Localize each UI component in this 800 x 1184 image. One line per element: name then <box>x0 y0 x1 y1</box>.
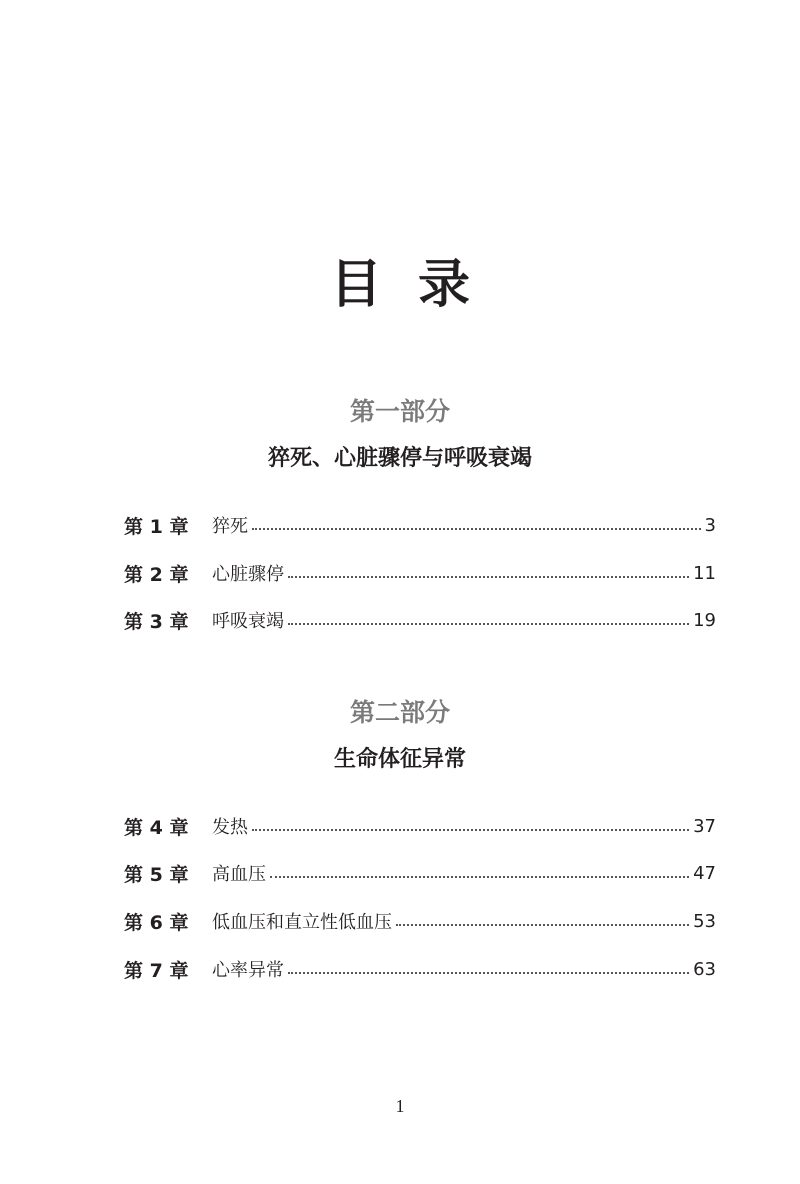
toc-row-chapter-6[interactable] <box>124 906 716 936</box>
toc-row-chapter-2[interactable] <box>124 558 716 588</box>
part-1-label: 第一部分 <box>349 397 450 426</box>
page-number: 19 <box>693 609 716 631</box>
dot-leader <box>252 828 689 831</box>
dot-leader <box>396 923 689 926</box>
page-number: 11 <box>693 562 716 584</box>
part-2-label: 第二部分 <box>349 698 450 727</box>
toc-row-chapter-7[interactable] <box>124 954 716 984</box>
dot-leader <box>252 527 701 530</box>
chapter-title: 猝死 <box>212 516 248 537</box>
page-number: 37 <box>693 815 716 837</box>
chapter-number: 第 6 章 <box>124 911 189 934</box>
toc-row-chapter-5[interactable] <box>124 858 716 888</box>
chapter-number: 第 3 章 <box>124 610 189 633</box>
chapter-title: 高血压 <box>212 864 266 885</box>
dot-leader <box>288 971 689 974</box>
dot-leader <box>288 575 689 578</box>
folio-page-number: 1 <box>395 1096 405 1116</box>
chapter-title: 心脏骤停 <box>212 564 284 585</box>
toc-row-chapter-3[interactable] <box>124 605 716 635</box>
part-1-subtitle: 猝死、心脏骤停与呼吸衰竭 <box>267 445 532 471</box>
chapter-number: 第 7 章 <box>124 959 189 982</box>
chapter-title: 呼吸衰竭 <box>212 611 284 632</box>
chapter-number: 第 4 章 <box>124 816 189 839</box>
chapter-title: 低血压和直立性低血压 <box>212 912 392 933</box>
chapter-number: 第 5 章 <box>124 863 189 886</box>
chapter-title: 心率异常 <box>212 960 284 981</box>
dot-leader <box>288 622 689 625</box>
chapter-title: 发热 <box>212 817 248 838</box>
chapter-number: 第 1 章 <box>124 515 189 538</box>
toc-row-chapter-1[interactable] <box>124 510 716 540</box>
page-number: 53 <box>693 910 716 932</box>
chapter-number: 第 2 章 <box>124 563 189 586</box>
page-number: 47 <box>693 862 716 884</box>
toc-row-chapter-4[interactable] <box>124 811 716 841</box>
page-title: 目录 <box>329 254 506 315</box>
dot-leader <box>270 875 689 878</box>
part-2-subtitle: 生命体征异常 <box>333 746 466 772</box>
page-number: 63 <box>693 958 716 980</box>
page-number: 3 <box>704 514 716 536</box>
